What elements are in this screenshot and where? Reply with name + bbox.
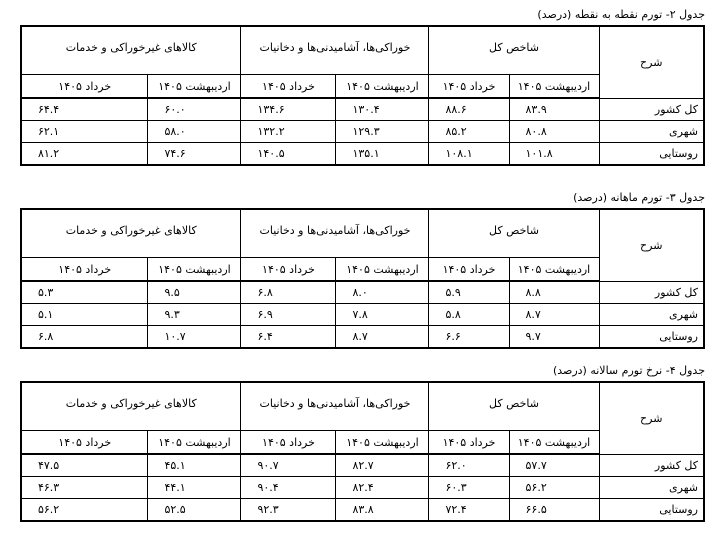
table-cell: ۸۳.۸	[336, 499, 429, 522]
table-row	[21, 454, 704, 477]
row-label: روستایی	[599, 326, 704, 349]
table-cell: ۶.۹	[241, 304, 336, 326]
table-cell: ۵.۳	[21, 281, 148, 304]
table-row	[21, 304, 704, 326]
column-header-month: اردیبهشت ۱۴۰۵	[509, 431, 599, 455]
row-label: کل کشور	[599, 98, 704, 121]
table-cell: ۱۰۸.۱	[429, 143, 509, 166]
table-cell: ۸۸.۶	[429, 98, 509, 121]
table-cell: ۴۷.۵	[21, 454, 148, 477]
table-cell: ۸.۷	[509, 304, 599, 326]
table-cell: ۵.۱	[21, 304, 148, 326]
table-4	[20, 381, 705, 522]
column-group-food-beverages-tobacco: خوراکی‌ها، آشامیدنی‌ها و دخانیات	[241, 382, 429, 431]
table-cell: ۸.۰	[336, 281, 429, 304]
table-2-title: جدول ۲- تورم نقطه به نقطه (درصد)	[537, 8, 705, 21]
row-label: روستایی	[599, 143, 704, 166]
table-cell: ۶۶.۵	[509, 499, 599, 522]
table-cell: ۷۴.۶	[148, 143, 241, 166]
column-header-month: اردیبهشت ۱۴۰۵	[336, 75, 429, 99]
column-header-month: اردیبهشت ۱۴۰۵	[336, 431, 429, 455]
table-row	[21, 143, 704, 166]
column-header-month: اردیبهشت ۱۴۰۵	[148, 258, 241, 282]
table-cell: ۶۰.۰	[148, 98, 241, 121]
table-cell: ۵۶.۲	[509, 477, 599, 499]
table-cell: ۶۲.۱	[21, 121, 148, 143]
row-label: کل کشور	[599, 454, 704, 477]
row-label: شهری	[599, 304, 704, 326]
table-cell: ۶۲.۰	[429, 454, 509, 477]
table-row	[21, 477, 704, 499]
row-label: شهری	[599, 121, 704, 143]
table-cell: ۱۳۵.۱	[336, 143, 429, 166]
table-cell: ۴۵.۱	[148, 454, 241, 477]
table-4-section	[22, 342, 705, 522]
column-group-nonfood-services: کالاهای غیرخوراکی و خدمات	[21, 26, 241, 75]
table-cell: ۶.۸	[21, 326, 148, 349]
column-group-overall-index: شاخص کل	[429, 382, 599, 431]
table-cell: ۹.۵	[148, 281, 241, 304]
column-header-month: خرداد ۱۴۰۵	[21, 258, 148, 282]
table-3-section	[22, 166, 705, 342]
column-header-month: خرداد ۱۴۰۵	[429, 75, 509, 99]
table-cell: ۱۰۱.۸	[509, 143, 599, 166]
table-2	[20, 25, 705, 166]
table-cell: ۵.۹	[429, 281, 509, 304]
column-header-month: خرداد ۱۴۰۵	[241, 431, 336, 455]
column-header-description: شرح	[599, 209, 704, 281]
table-cell: ۸.۷	[336, 326, 429, 349]
table-cell: ۱۳۴.۶	[241, 98, 336, 121]
table-cell: ۹۲.۳	[241, 499, 336, 522]
table-cell: ۴۶.۳	[21, 477, 148, 499]
table-cell: ۶.۶	[429, 326, 509, 349]
table-cell: ۶.۸	[241, 281, 336, 304]
column-group-food-beverages-tobacco: خوراکی‌ها، آشامیدنی‌ها و دخانیات	[241, 26, 429, 75]
table-cell: ۷۲.۴	[429, 499, 509, 522]
table-cell: ۸.۸	[509, 281, 599, 304]
table-3	[20, 208, 705, 349]
table-3-title: جدول ۳- تورم ماهانه (درصد)	[573, 191, 705, 204]
column-group-nonfood-services: کالاهای غیرخوراکی و خدمات	[21, 382, 241, 431]
table-cell: ۸۲.۷	[336, 454, 429, 477]
table-cell: ۷.۸	[336, 304, 429, 326]
table-cell: ۱۰.۷	[148, 326, 241, 349]
column-header-month: اردیبهشت ۱۴۰۵	[336, 258, 429, 282]
table-cell: ۸۵.۲	[429, 121, 509, 143]
row-label: روستایی	[599, 499, 704, 522]
table-cell: ۱۳۰.۴	[336, 98, 429, 121]
column-group-overall-index: شاخص کل	[429, 26, 599, 75]
column-header-month: اردیبهشت ۱۴۰۵	[509, 258, 599, 282]
column-group-food-beverages-tobacco: خوراکی‌ها، آشامیدنی‌ها و دخانیات	[241, 209, 429, 258]
table-cell: ۹۰.۷	[241, 454, 336, 477]
table-cell: ۸۰.۸	[509, 121, 599, 143]
table-cell: ۹۰.۴	[241, 477, 336, 499]
table-cell: ۹.۷	[509, 326, 599, 349]
table-row	[21, 121, 704, 143]
column-group-overall-index: شاخص کل	[429, 209, 599, 258]
table-cell: ۵.۸	[429, 304, 509, 326]
table-cell: ۵۷.۷	[509, 454, 599, 477]
table-cell: ۸۱.۲	[21, 143, 148, 166]
table-cell: ۴۴.۱	[148, 477, 241, 499]
row-label: کل کشور	[599, 281, 704, 304]
column-header-month: خرداد ۱۴۰۵	[241, 258, 336, 282]
table-cell: ۶۰.۳	[429, 477, 509, 499]
table-row	[21, 499, 704, 522]
column-header-month: خرداد ۱۴۰۵	[429, 431, 509, 455]
table-cell: ۱۴۰.۵	[241, 143, 336, 166]
table-row	[21, 281, 704, 304]
column-header-description: شرح	[599, 382, 704, 454]
column-header-month: اردیبهشت ۱۴۰۵	[148, 75, 241, 99]
table-row	[21, 98, 704, 121]
column-header-month: اردیبهشت ۱۴۰۵	[148, 431, 241, 455]
table-cell: ۵۶.۲	[21, 499, 148, 522]
table-cell: ۱۳۲.۲	[241, 121, 336, 143]
column-header-month: خرداد ۱۴۰۵	[241, 75, 336, 99]
column-group-nonfood-services: کالاهای غیرخوراکی و خدمات	[21, 209, 241, 258]
column-header-month: اردیبهشت ۱۴۰۵	[509, 75, 599, 99]
table-cell: ۵۸.۰	[148, 121, 241, 143]
column-header-month: خرداد ۱۴۰۵	[429, 258, 509, 282]
table-cell: ۶۴.۴	[21, 98, 148, 121]
column-header-month: خرداد ۱۴۰۵	[21, 75, 148, 99]
table-cell: ۶.۴	[241, 326, 336, 349]
table-cell: ۸۳.۹	[509, 98, 599, 121]
table-cell: ۱۲۹.۳	[336, 121, 429, 143]
table-cell: ۹.۳	[148, 304, 241, 326]
column-header-month: خرداد ۱۴۰۵	[21, 431, 148, 455]
table-cell: ۸۲.۴	[336, 477, 429, 499]
table-4-title: جدول ۴- نرخ تورم سالانه (درصد)	[552, 364, 705, 377]
column-header-description: شرح	[599, 26, 704, 98]
row-label: شهری	[599, 477, 704, 499]
table-2-section	[22, 8, 705, 166]
table-cell: ۵۲.۵	[148, 499, 241, 522]
document	[22, 8, 705, 522]
